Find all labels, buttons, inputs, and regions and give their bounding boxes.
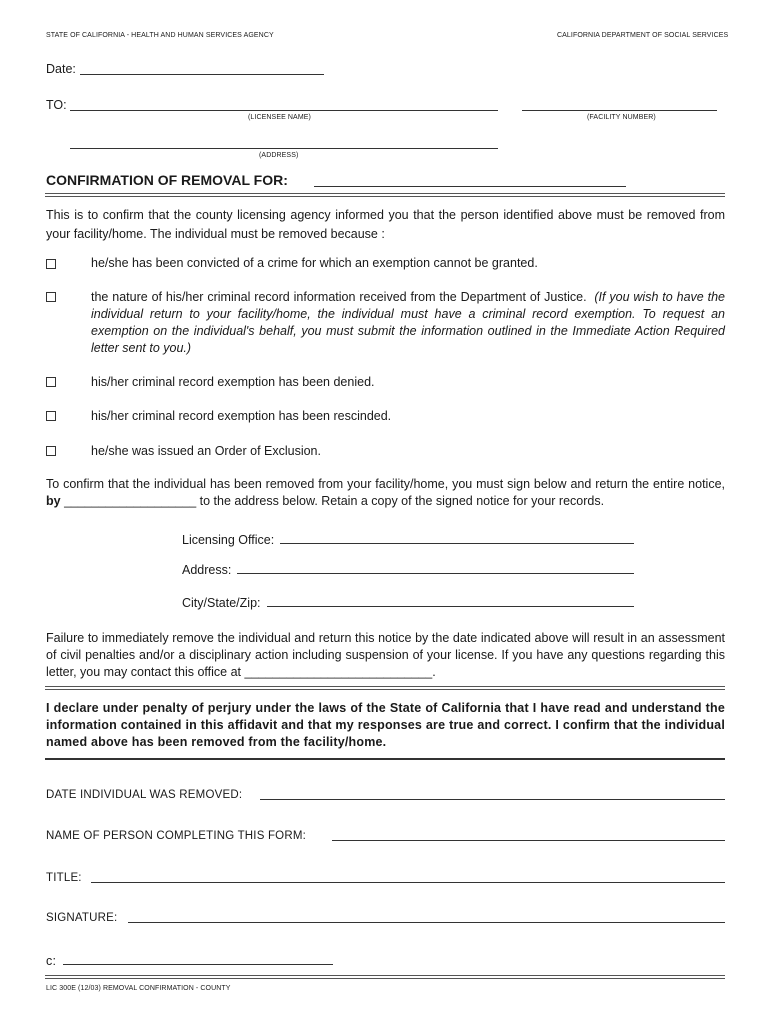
city-state-zip-row — [182, 596, 634, 610]
city-state-zip-label: City/State/Zip: — [182, 596, 261, 610]
form-footer: LIC 300E (12/03) REMOVAL CONFIRMATION - COUNTY — [46, 985, 231, 992]
reason-text-2-main: the nature of his/her criminal record information received from the Department of Justice. — [91, 290, 587, 304]
licensing-office-label: Licensing Office: — [182, 533, 275, 547]
reason-text-5: he/she was issued an Order of Exclusion. — [91, 444, 321, 458]
address-caption: (ADDRESS) — [259, 152, 299, 159]
facility-number-field[interactable] — [522, 110, 717, 111]
licensee-name-field[interactable] — [70, 110, 498, 111]
reason-text-4: his/her criminal record exemption has been rescinded. — [91, 409, 392, 423]
divider — [45, 758, 725, 760]
divider — [45, 686, 725, 690]
reason-checkbox-2[interactable] — [46, 292, 56, 302]
title-field[interactable] — [91, 882, 725, 883]
title-label: TITLE: — [46, 872, 82, 884]
address-field[interactable] — [70, 148, 498, 149]
licensing-office-field[interactable] — [280, 543, 634, 544]
reason-text-1: he/she has been convicted of a crime for which an exemption cannot be granted. — [91, 256, 538, 270]
reason-text-2-note: (If you wish to have the individual return to your facility/home, the individual must have a criminal record exemption. To request an exemption on the individual's behalf, you must submit the information outlined in the Immediate Action Required letter sent to you.) — [91, 290, 726, 355]
reason-checkbox-1[interactable] — [46, 259, 56, 269]
date-removed-label: DATE INDIVIDUAL WAS REMOVED: — [46, 789, 243, 801]
office-address-label: Address: — [182, 563, 232, 577]
divider — [45, 193, 725, 197]
declaration-text: I declare under penalty of perjury under the laws of the State of California that I have read and understand the information contained in this affidavit and that my responses are true and correct. I confirm that the individual named above has been removed from the facility/home. — [46, 701, 725, 749]
date-field[interactable] — [80, 74, 324, 75]
office-phone-blank[interactable]: ___________________________. — [244, 665, 436, 679]
divider — [45, 975, 725, 979]
office-address-row — [182, 563, 634, 577]
office-address-field[interactable] — [237, 573, 634, 574]
date-removed-field[interactable] — [260, 799, 725, 800]
confirm-text — [46, 476, 725, 510]
failure-text — [46, 630, 725, 681]
header-agency: STATE OF CALIFORNIA - HEALTH AND HUMAN SERVICES AGENCY — [46, 32, 274, 39]
name-completing-field[interactable] — [332, 840, 725, 841]
reason-checkbox-4[interactable] — [46, 411, 56, 421]
header-department: CALIFORNIA DEPARTMENT OF SOCIAL SERVICES — [557, 32, 729, 39]
signature-label: SIGNATURE: — [46, 912, 118, 924]
reason-text-3: his/her criminal record exemption has been denied. — [91, 375, 375, 389]
licensee-name-caption: (LICENSEE NAME) — [248, 114, 311, 121]
date-label: Date: — [46, 62, 76, 76]
cc-field[interactable] — [63, 964, 333, 965]
name-completing-label: NAME OF PERSON COMPLETING THIS FORM: — [46, 830, 307, 842]
reason-checkbox-5[interactable] — [46, 446, 56, 456]
reason-checkbox-3[interactable] — [46, 377, 56, 387]
intro-text: This is to confirm that the county licensing agency informed you that the person identified above must be removed from your facility/home. The individual must be removed because : — [46, 208, 725, 241]
removal-for-field[interactable] — [314, 186, 626, 187]
confirm-part1: To confirm that the individual has been removed from your facility/home, you must sign below and return the entire notice, — [46, 477, 725, 491]
to-label: TO: — [46, 98, 67, 112]
facility-number-caption: (FACILITY NUMBER) — [587, 114, 656, 121]
form-title: CONFIRMATION OF REMOVAL FOR: — [46, 172, 288, 188]
return-by-date-blank[interactable]: ___________________ — [64, 494, 197, 508]
confirm-part2: to the address below. Retain a copy of the signed notice for your records. — [199, 494, 605, 508]
signature-field[interactable] — [128, 922, 725, 923]
cc-label: c: — [46, 954, 57, 968]
city-state-zip-field[interactable] — [267, 606, 635, 607]
licensing-office-row — [182, 533, 634, 547]
reason-text-2 — [91, 289, 725, 357]
confirm-by: by — [46, 494, 61, 508]
failure-body: Failure to immediately remove the individual and return this notice by the date indicated above will result in an assessment of civil penalties and/or a disciplinary action including suspension of your license. If you have any questions regarding this letter, you may contact this office at — [46, 631, 725, 679]
